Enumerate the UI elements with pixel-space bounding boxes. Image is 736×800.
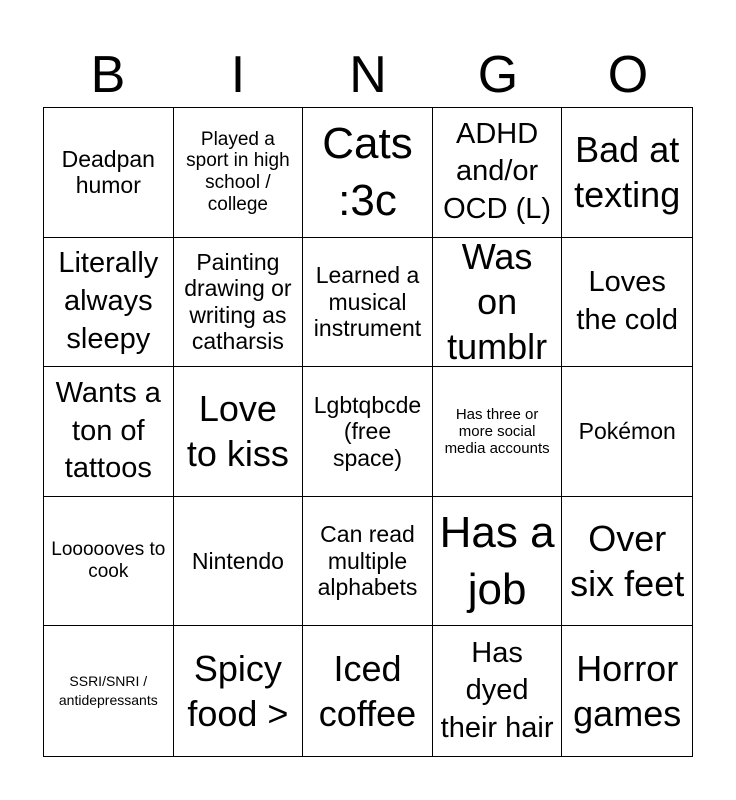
- bingo-cell-r1c5[interactable]: Bad at texting: [562, 108, 692, 238]
- bingo-cell-r3c1[interactable]: Wants a ton of tattoos: [44, 367, 174, 497]
- header-letter-o: O: [607, 46, 649, 104]
- header-letter-n: N: [349, 46, 387, 104]
- bingo-cell-r1c1[interactable]: Deadpan humor: [44, 108, 174, 238]
- header-letter-g: G: [477, 46, 519, 104]
- bingo-cell-r5c2[interactable]: Spicy food >: [174, 626, 304, 756]
- bingo-cell-r2c3[interactable]: Learned a musical instrument: [303, 238, 433, 368]
- bingo-cell-r1c4[interactable]: ADHD and/or OCD (L): [433, 108, 563, 238]
- bingo-cell-r4c1[interactable]: Loooooves to cook: [44, 497, 174, 627]
- bingo-header: [43, 44, 693, 106]
- bingo-cell-r2c2[interactable]: Painting drawing or writing as catharsis: [174, 238, 304, 368]
- bingo-cell-r5c3[interactable]: Iced coffee: [303, 626, 433, 756]
- bingo-cell-r4c5[interactable]: Over six feet: [562, 497, 692, 627]
- bingo-cell-r4c3[interactable]: Can read multiple alphabets: [303, 497, 433, 627]
- bingo-cell-r5c4[interactable]: Has dyed their hair: [433, 626, 563, 756]
- bingo-cell-r3c2[interactable]: Love to kiss: [174, 367, 304, 497]
- bingo-cell-r1c3[interactable]: Cats :3c: [303, 108, 433, 238]
- bingo-cell-r4c2[interactable]: Nintendo: [174, 497, 304, 627]
- bingo-cell-r2c4[interactable]: Was on tumblr: [433, 238, 563, 368]
- bingo-cell-r2c1[interactable]: Literally always sleepy: [44, 238, 174, 368]
- bingo-cell-r4c4[interactable]: Has a job: [433, 497, 563, 627]
- header-letter-b: B: [90, 46, 126, 104]
- bingo-cell-r3c3[interactable]: Lgbtqbcde (free space): [303, 367, 433, 497]
- bingo-cell-r5c5[interactable]: Horror games: [573, 648, 682, 735]
- bingo-cell-r5c1[interactable]: SSRI/SNRI / antidepressants: [44, 626, 174, 756]
- bingo-cell-r3c4[interactable]: Has three or more social media accounts: [433, 367, 563, 497]
- header-letter-i: I: [230, 46, 246, 104]
- bingo-cell-r3c5[interactable]: Pokémon: [562, 367, 692, 497]
- bingo-cell-r2c5[interactable]: Loves the cold: [562, 238, 692, 368]
- bingo-cell-r1c2[interactable]: Played a sport in high school / college: [174, 108, 304, 238]
- bingo-grid: [43, 107, 693, 757]
